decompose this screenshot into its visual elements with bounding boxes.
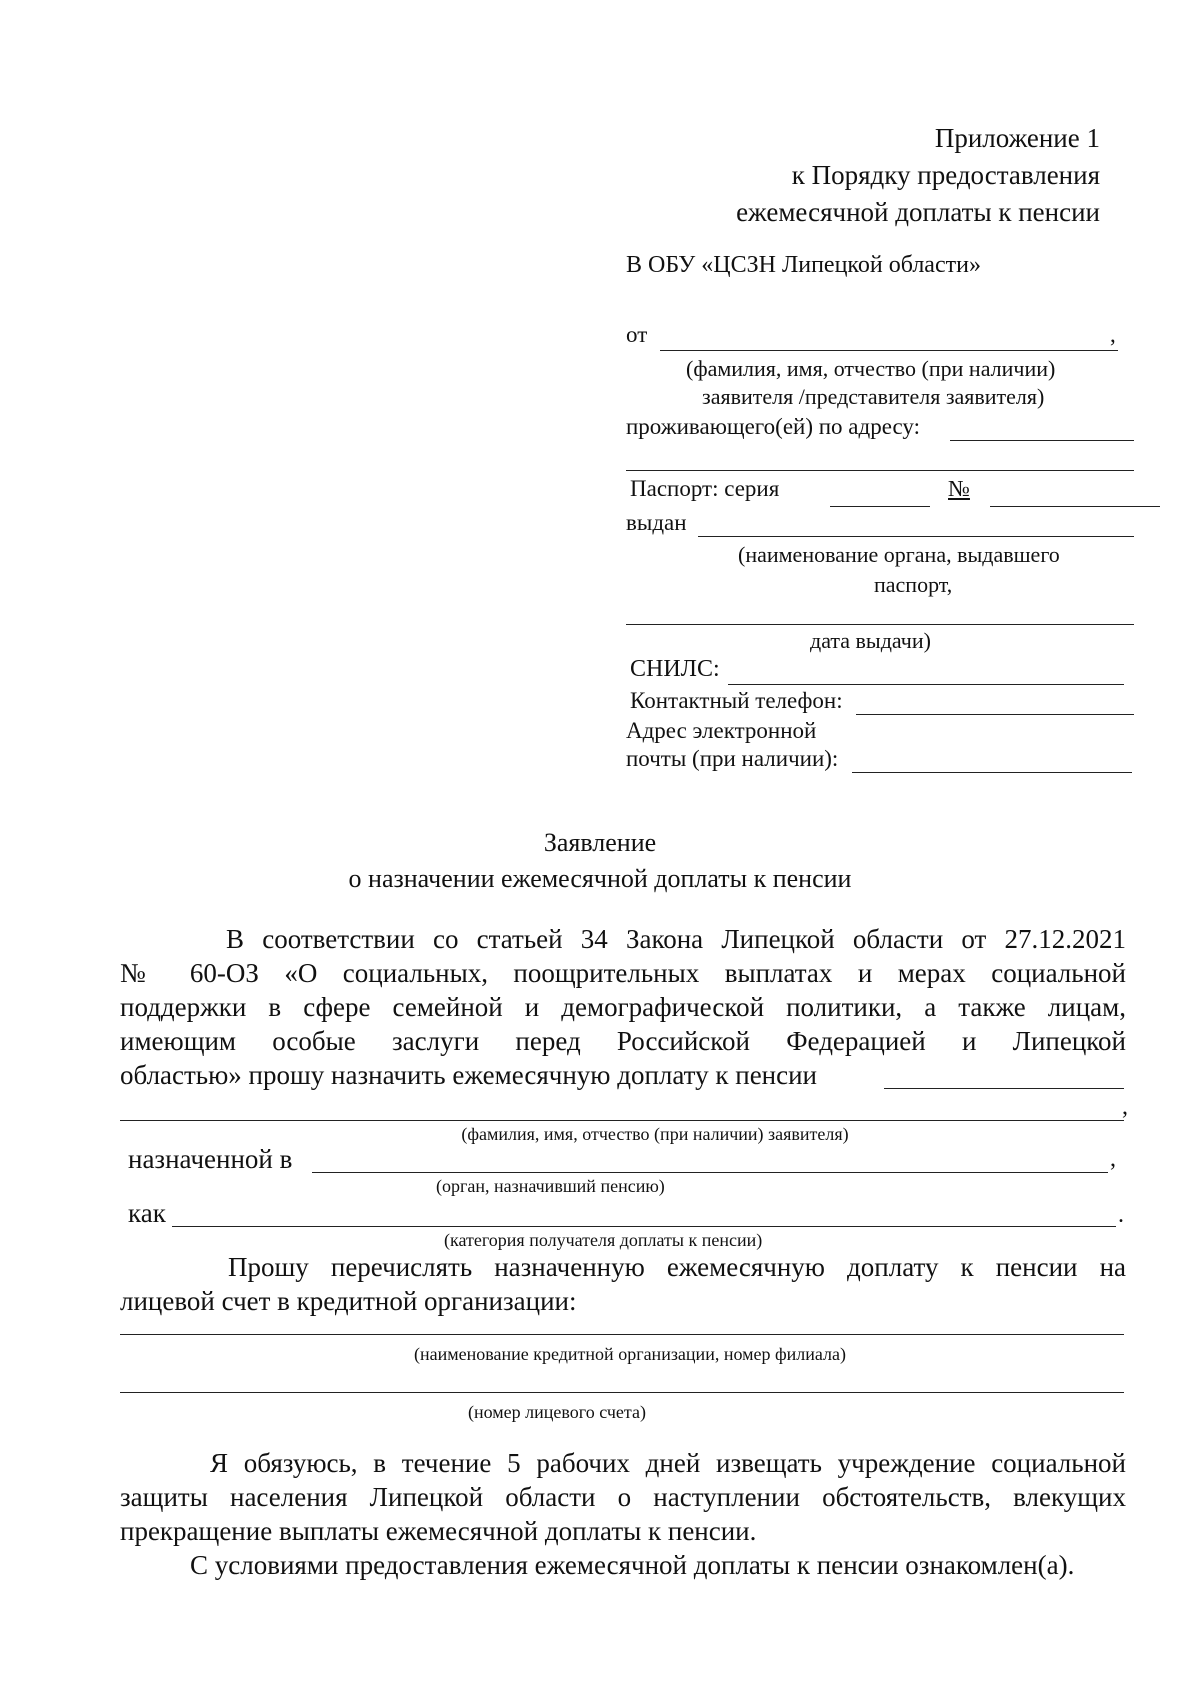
p1-line-2: № 60-ОЗ «О социальных, поощрительных выплатах и мерах социальной (120, 958, 1126, 988)
recipient: В ОБУ «ЦСЗН Липецкой области» (626, 252, 981, 278)
applicant-fio-line[interactable] (120, 1120, 1124, 1121)
p1-line-3: поддержки в сфере семейной и демографической политики, а также лицам, (120, 992, 1126, 1022)
account-number-line[interactable] (120, 1392, 1124, 1393)
fio-caption-2: заявителя /представителя заявителя) (702, 384, 1045, 409)
pension-field-line[interactable] (884, 1088, 1124, 1089)
address-label: проживающего(ей) по адресу: (626, 414, 920, 439)
p2-line-1: Прошу перечислять назначенную ежемесячную доплату к пенсии на (228, 1252, 1126, 1282)
passport-series-line[interactable] (830, 506, 930, 507)
issue-date-line[interactable] (626, 624, 1134, 625)
p3-line-2: защиты населения Липецкой области о наступлении обстоятельств, влекущих (120, 1482, 1126, 1512)
document-subtitle: о назначении ежемесячной доплаты к пенсии (348, 864, 852, 893)
category-caption: (категория получателя доплаты к пенсии) (444, 1230, 763, 1250)
annex-line-1: Приложение 1 (934, 123, 1100, 153)
applicant-fio-caption: (фамилия, имя, отчество (при наличии) заявителя) (461, 1124, 849, 1144)
from-comma: , (1110, 322, 1116, 347)
assigned-comma: , (1110, 1146, 1116, 1172)
p1-line-5: областью» прошу назначить ежемесячную доплату к пенсии (120, 1060, 818, 1090)
document-title: Заявление (543, 828, 657, 857)
issuer-caption-1: (наименование органа, выдавшего (738, 542, 1060, 567)
account-caption: (номер лицевого счета) (468, 1402, 646, 1422)
organ-caption: (орган, назначивший пенсию) (436, 1176, 665, 1196)
phone-label: Контактный телефон: (630, 688, 843, 713)
p3-line-1: Я обязуюсь, в течение 5 рабочих дней извещать учреждение социальной (210, 1448, 1126, 1478)
phone-field-line[interactable] (856, 714, 1134, 715)
snils-field-line[interactable] (728, 684, 1124, 685)
p2-line-2: лицевой счет в кредитной организации: (120, 1286, 577, 1316)
bank-caption: (наименование кредитной организации, номер филиала) (414, 1344, 847, 1364)
passport-number-sign: № (948, 476, 970, 501)
date-caption: дата выдачи) (810, 628, 931, 653)
address-field-line-1[interactable] (950, 440, 1134, 441)
fio-line-comma: , (1122, 1094, 1128, 1120)
snils-label: СНИЛС: (630, 656, 720, 682)
issuer-caption-2: паспорт, (874, 572, 953, 597)
email-field-line[interactable] (852, 772, 1132, 773)
annex-line-2: к Порядку предоставления (791, 160, 1100, 190)
passport-label: Паспорт: серия (630, 476, 780, 501)
email-label-1: Адрес электронной (626, 718, 817, 743)
bank-name-line[interactable] (120, 1334, 1124, 1335)
p3-line-3: прекращение выплаты ежемесячной доплаты к пенсии. (120, 1516, 757, 1546)
p1-line-1: В соответствии со статьей 34 Закона Липецкой области от 27.12.2021 (226, 924, 1126, 954)
p1-line-4: имеющим особые заслуги перед Российской Федерацией и Липецкой (120, 1026, 1126, 1056)
annex-line-3: ежемесячной доплаты к пенсии (736, 197, 1100, 227)
issued-label: выдан (626, 510, 687, 535)
assigned-label: назначенной в (128, 1144, 293, 1174)
category-line[interactable] (172, 1226, 1116, 1227)
assigned-organ-line[interactable] (312, 1172, 1108, 1173)
passport-number-line[interactable] (990, 506, 1160, 507)
from-field-line[interactable] (660, 350, 1118, 351)
from-label: от (626, 322, 648, 347)
issued-field-line[interactable] (698, 536, 1134, 537)
p4-line: С условиями предоставления ежемесячной доплаты к пенсии ознакомлен(а). (190, 1550, 1075, 1580)
how-label: как (128, 1198, 166, 1228)
email-label-2: почты (при наличии): (626, 746, 839, 771)
address-field-line-2[interactable] (626, 470, 1134, 471)
annex-block (736, 120, 1100, 231)
fio-caption-1: (фамилия, имя, отчество (при наличии) (686, 356, 1056, 381)
category-period: . (1118, 1202, 1124, 1228)
